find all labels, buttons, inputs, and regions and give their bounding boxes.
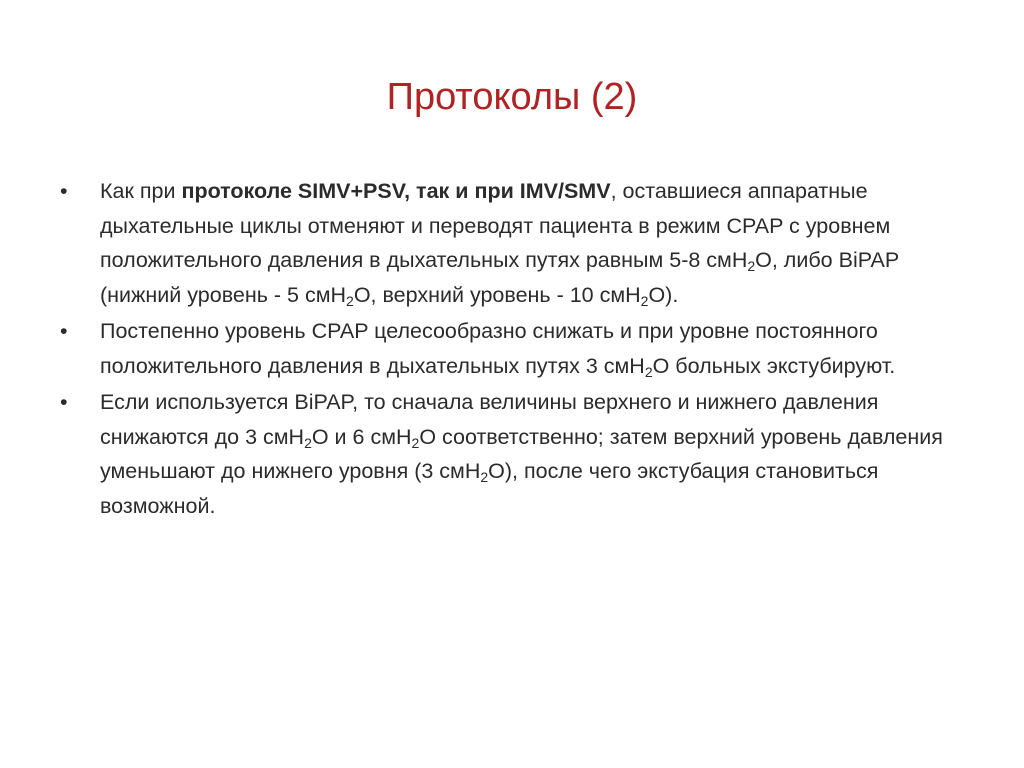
bullet-item-3 (60, 385, 965, 523)
bullet-icon: • (60, 179, 68, 203)
bold-protocol-names: протоколе SIMV+PSV, так и при IMV/SMV (181, 179, 611, 203)
bullet-icon: • (60, 390, 68, 414)
bullet-list (60, 174, 965, 523)
bullet-text: Как при протоколе SIMV+PSV, так и при IMV/SMV, оставшиеся аппаратные дыхательные циклы отменяют и переводят пациента в режим CPAP с уровнем положительного давления в дыхательных путях равным 5-8 смН$_2$О, либо BiPAP (нижний уровень - 5 смН$_2$О, верхний уровень - 10 смН$_2$О). (100, 179, 899, 309)
bullet-item-1 (60, 174, 965, 312)
bullet-text: Если используется BiPAP, то сначала величины верхнего и нижнего давления снижаются до 3 смН$_2$О и 6 смН$_2$О соответственно; затем верхний уровень давления уменьшают до нижнего уровня (3 смН$_2$О), после чего экстубация становиться возможной. (100, 390, 943, 518)
bullet-icon: • (60, 319, 68, 343)
bullet-item-2 (60, 314, 965, 383)
bullet-text: Постепенно уровень CPAP целесообразно снижать и при уровне постоянного положительного давления в дыхательных путях 3 смН$_2$О больных экстубируют. (100, 319, 896, 380)
slide-title: Протоколы (2) (386, 76, 638, 118)
